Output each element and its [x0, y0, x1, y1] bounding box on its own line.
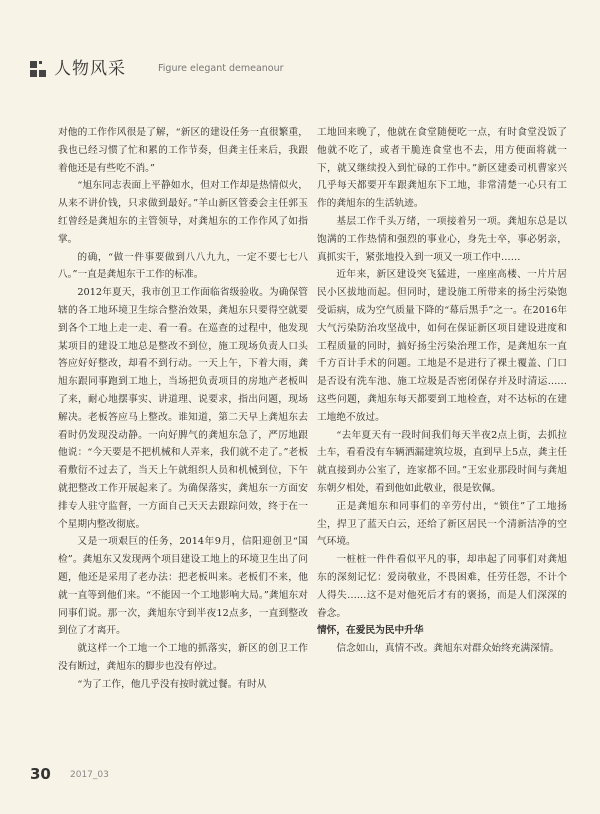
section-title: 人物风采: [54, 59, 126, 79]
paragraph: 的确，“做一件事要做到八八九九，一定不要七七八八。”一直是龚旭东干工作的标准。: [58, 251, 308, 281]
left-column: [58, 124, 308, 694]
paragraph: “为了工作，他几乎没有按时就过餐。有时从: [77, 678, 267, 690]
paragraph: 对他的工作作风很是了解，“新区的建设任务一直很繁重，我也已经习惯了忙和累的工作节奏，但龚主任来后，我跟着他还是有些吃不消。”: [58, 127, 308, 174]
paragraph: 基层工作千头万绪，一项接着另一项。龚旭东总是以饱满的工作热情和强烈的事业心，身先士卒，事必躬亲，真抓实干，紧张地投入到一项又一项工作中……: [317, 215, 567, 263]
page-number: 30: [30, 765, 51, 783]
section-subtitle: Figure elegant demeanour: [158, 63, 284, 74]
subheading: 情怀，在爱民为民中升华: [317, 625, 424, 637]
paragraph: 正是龚旭东和同事们的辛劳付出，“锁住”了工地扬尘，捍卫了蓝天白云，还给了新区居民一个清新洁净的空气环境。: [317, 500, 567, 548]
paragraph: 一桩桩一件件看似平凡的事，却串起了同事们对龚旭东的深刻记忆：爱岗敬业，不畏困难，任劳任怨，不计个人得失……这不是对他死后才有的褒扬，而是人们深深的眷念。: [317, 554, 567, 619]
page-footer: [30, 765, 330, 783]
paragraph: 信念如山，真情不改。龚旭东对群众始终充满深情。: [336, 643, 560, 655]
paragraph: “旭东同志表面上平静如水，但对工作却是热情似火，从来不讲价钱，只求做到最好。”羊山新区管委会主任郭玉红曾经是龚旭东的主管领导，对龚旭东的工作作风了如指掌。: [58, 180, 308, 245]
right-column: [317, 124, 567, 658]
issue-label: 2017_03: [70, 770, 109, 780]
paragraph: 2012年夏天，我市创卫工作面临省级验收。为确保管辖的各工地环境卫生综合整治效果，龚旭东只要得空就要到各个工地上走一走、看一看。在巡查的过程中，他发现某项目的建设工地总是整改不到位，施工现场负责人口头答应好好整改，却看不到行动。一天上午，下着大雨，龚旭东跟同事跑到工地上，当场把负责项目的房地产老板叫了来，耐心地摆事实、讲道理、说要求，指出问题，现场解决。老板答应马上整改。谁知道，第二天早上龚旭东去看时仍发现没动静。一向好脾气的龚旭东急了，严厉地跟他说：“今天要是不把机械和人弄来，我们就不走了。”老板看敷衍不过去了，当天上午就组织人员和机械到位，下午就把整改工作开展起来了。为确保落实，龚旭东一方面安排专人驻守监督，一方面自己天天去跟踪问效，终于在一个星期内整改彻底。: [58, 287, 308, 530]
page-header: [30, 58, 570, 80]
paragraph: 就这样一个工地一个工地的抓落实，新区的创卫工作没有断过，龚旭东的脚步也没有停过。: [58, 643, 308, 672]
paragraph: “去年夏天有一段时间我们每天半夜2点上街，去抓拉土车，看看没有车辆洒漏建筑垃圾，直到早上5点，龚主任就直接到办公室了，连家都不回。”王宏业那段时间与龚旭东朝夕相处，看到他如此敬业，很是钦佩。: [317, 429, 567, 494]
paragraph: 近年来，新区建设突飞猛进，一座座高楼、一片片居民小区拔地而起。但同时，建设施工所带来的扬尘污染饱受诟病，成为空气质量下降的“幕后黑手”之一。在2016年大气污染防治攻坚战中，如何在保证新区项目建设进度和工程质量的同时，搞好扬尘污染治理工作，是龚旭东一直千方百计手术的问题。工地是不是进行了裸土覆盖、门口是否设有洗车池、施工垃圾是否密闭保存并及时清运……这些问题，龚旭东每天都要到工地检查，对不达标的在建工地绝不放过。: [317, 269, 567, 423]
paragraph: 工地回来晚了，他就在食堂随便吃一点，有时食堂没饭了他就不吃了，或者干脆连食堂也不去，用方便面将就一下，就又继续投入到忙碌的工作中。”新区建委司机曹家兴几乎每天都要开车跟龚旭东下工地，非常清楚一心只有工作的龚旭东的生活轨迹。: [317, 127, 567, 210]
paragraph: 又是一项艰巨的任务，2014年9月，信阳迎创卫“国检”。龚旭东又发现两个项目建设工地上的环境卫生出了问题，他还是采用了老办法：把老板叫来。老板们不来，他就一直等到他们来。“不能因一个工地影响大局。”龚旭东对同事们说。那一次，龚旭东守到半夜12点多，一直到整改到位了才离开。: [58, 536, 308, 637]
section-logo-icon: [30, 61, 48, 77]
